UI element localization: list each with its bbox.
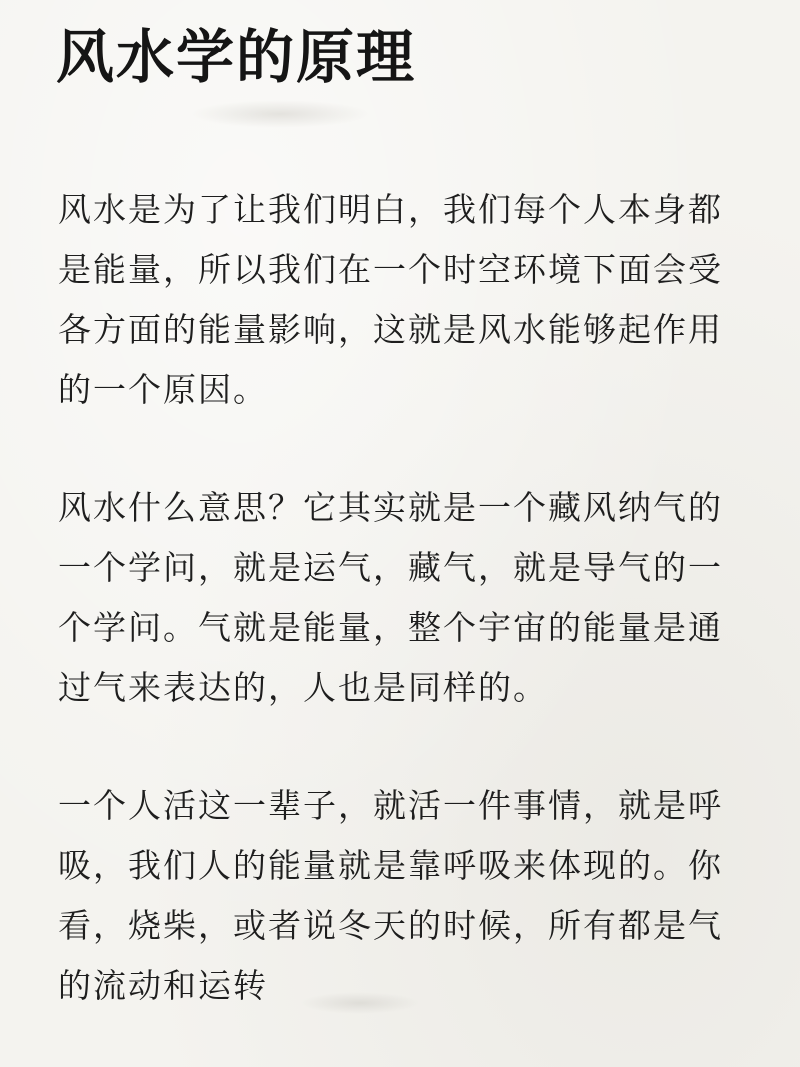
paper-smudge-decoration [300, 992, 420, 1014]
paragraph-3: 一个人活这一辈子，就活一件事情，就是呼吸，我们人的能量就是靠呼吸来体现的。你看，烧柴，或者说冬天的时候，所有都是气的流动和运转 [58, 786, 723, 1005]
paragraph-1: 风水是为了让我们明白，我们每个人本身都是能量，所以我们在一个时空环境下面会受各方面的能量影响，这就是风水能够起作用的一个原因。 [58, 190, 723, 409]
title-shadow-decoration [190, 100, 370, 128]
page-title: 风水学的原理 [56, 23, 417, 91]
paragraph-2: 风水什么意思？它其实就是一个藏风纳气的一个学问，就是运气，藏气，就是导气的一个学问。气就是能量，整个宇宙的能量是通过气来表达的，人也是同样的。 [58, 488, 723, 707]
